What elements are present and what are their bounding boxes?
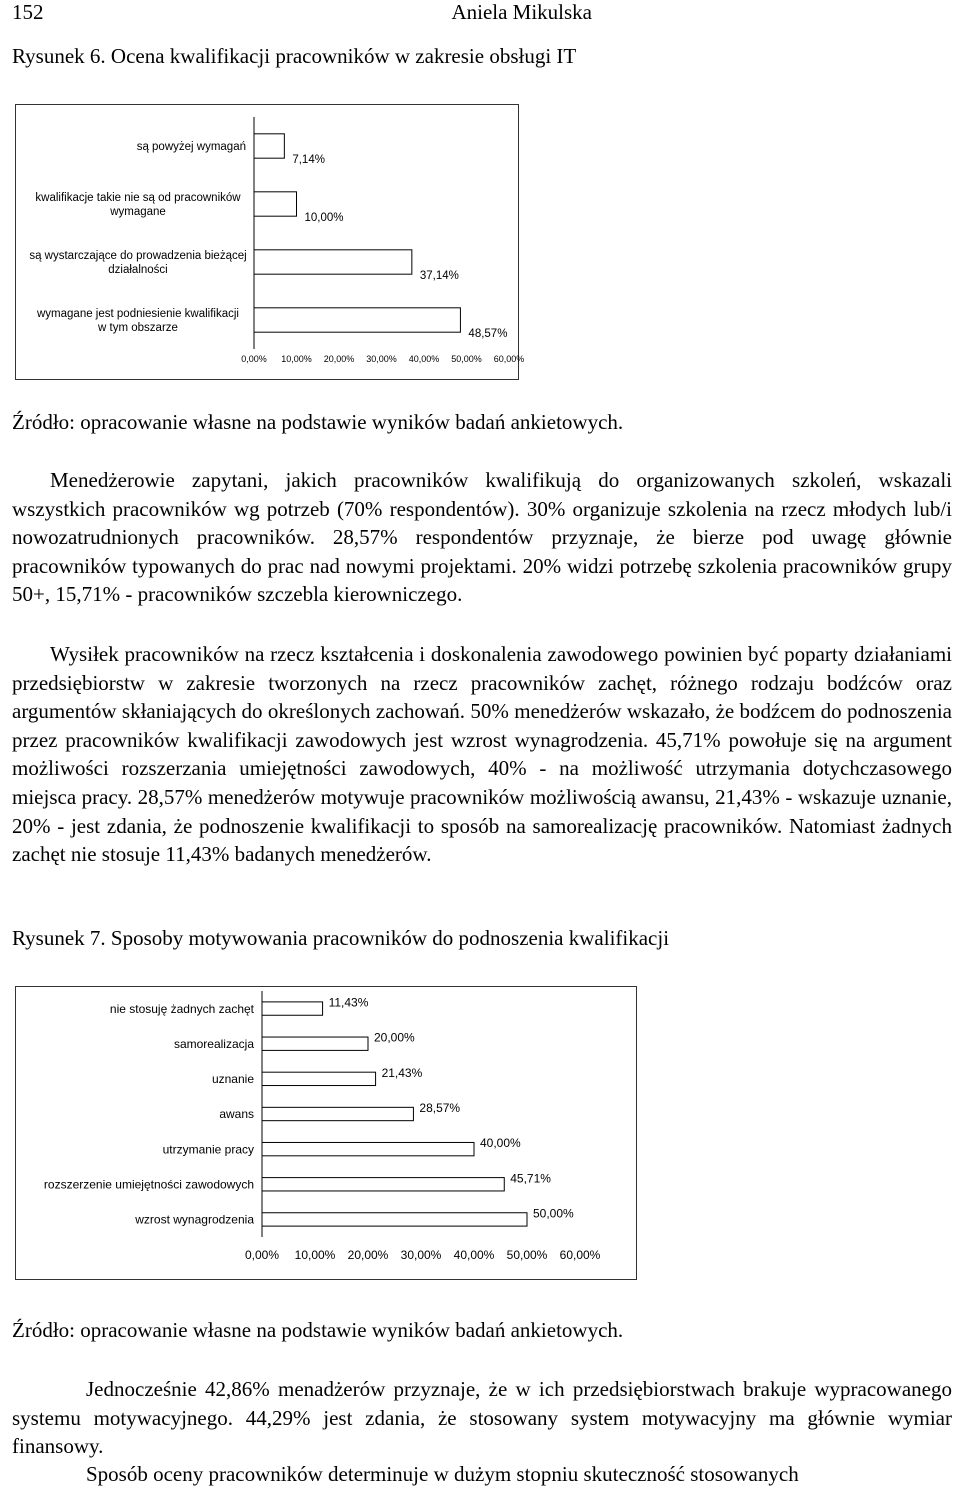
fig7-data-label: 40,00%	[480, 1136, 521, 1151]
paragraph-motivation-system: Jednocześnie 42,86% menadżerów przyznaje, że w ich przedsiębiorstwach brakuje wypracowanego systemu motywacyjnego. 44,29% jest zdania, że stosowany system motywacyjny ma głównie wymiar finansowy.	[12, 1377, 952, 1459]
fig7-tick-label: 30,00%	[400, 1248, 442, 1262]
fig7-category-label: wzrost wynagrodzenia	[135, 1212, 254, 1227]
fig6-bar	[254, 308, 460, 332]
fig6-category-label: w tym obszarze	[98, 321, 178, 334]
fig6-bar	[254, 192, 297, 216]
figure-7-chart	[15, 986, 637, 1280]
fig7-bar	[262, 1072, 376, 1085]
fig6-tick-label: 30,00%	[366, 354, 397, 364]
fig6-tick-label: 60,00%	[493, 354, 525, 364]
figure-6-caption: Rysunek 6. Ocena kwalifikacji pracowników w zakresie obsługi IT	[12, 44, 577, 68]
fig7-tick-label: 50,00%	[506, 1248, 548, 1262]
fig6-bar	[254, 250, 412, 274]
fig6-category-label: działalności	[108, 263, 168, 276]
fig6-data-label: 7,14%	[292, 154, 325, 166]
fig7-data-label: 28,57%	[419, 1101, 461, 1115]
fig7-category-label: awans	[219, 1107, 254, 1122]
fig6-category-label: wymagane jest podniesienie kwalifikacji	[37, 308, 239, 321]
fig7-tick-label: 0,00%	[244, 1248, 280, 1262]
fig7-data-label: 50,00%	[533, 1206, 574, 1221]
fig7-bar	[262, 1002, 323, 1015]
fig7-category-label: utrzymanie pracy	[162, 1142, 254, 1157]
fig7-bar	[262, 1107, 413, 1120]
fig6-data-label: 10,00%	[304, 212, 344, 224]
fig7-bar	[262, 1213, 527, 1226]
paragraph-training: Menedżerowie zapytani, jakich pracowników kwalifikują do organizowanych szkoleń, wskazali wszystkich pracowników wg potrzeb (70% respondentów). 30% organizuje szkolenia na rzecz młodych lub/i nowozatrudnionych pracowników. 28,57% respondentów przyznaje, że bierze pod uwagę głównie pracowników typowanych do prac nad nowymi projektami. 20% widzi potrzebę szkolenia pracowników grupy 50+, 15,71% - pracowników szczebla kierowniczego.	[12, 468, 952, 607]
fig7-tick-label: 60,00%	[559, 1248, 601, 1262]
fig7-data-label: 20,00%	[374, 1030, 415, 1045]
fig7-data-label: 21,43%	[381, 1065, 423, 1080]
fig7-category-label: rozszerzenie umiejętności zawodowych	[43, 1177, 254, 1192]
figure-7-chart-svg	[16, 987, 636, 1279]
figure-6-source: Źródło: opracowanie własne na podstawie wyników badań ankietowych.	[12, 410, 624, 434]
fig6-category-label: kwalifikacje takie nie są od pracowników	[35, 192, 241, 205]
paragraph-motivation: Wysiłek pracowników na rzecz kształcenia i doskonalenia zawodowego powinien być poparty działaniami przedsiębiorstw w zakresie tworzonych na rzecz pracowników zachęt, różnego rodzaju bodźców oraz argumentów skłaniających do określonych zachowań. 50% menedżerów wskazało, że bodźcem do podnoszenia przez pracowników kwalifikacji zawodowych jest wzrost wynagrodzenia. 45,71% powołuje się na argument możliwości rozszerzania umiejętności zawodowych, 40% - na możliwość utrzymania dotychczasowego miejsca pracy. 28,57% menedżerów motywuje pracowników możliwością awansu, 21,43% - wskazuje uznanie, 20% - jest zdania, że podnoszenie kwalifikacji to sposób na samorealizację pracowników. Natomiast żadnych zachęt nie stosuje 11,43% badanych menedżerów.	[12, 642, 952, 867]
fig6-tick-label: 40,00%	[408, 354, 440, 364]
fig7-tick-label: 10,00%	[294, 1248, 336, 1262]
fig6-tick-label: 50,00%	[451, 354, 482, 364]
fig7-category-label: uznanie	[211, 1072, 254, 1087]
figure-6-chart	[15, 104, 525, 380]
paragraph-evaluation: Sposób oceny pracowników determinuje w dużym stopniu skuteczność stosowanych	[86, 1462, 799, 1486]
fig6-category-label: wymagane	[110, 205, 166, 218]
figure-7-caption: Rysunek 7. Sposoby motywowania pracowników do podnoszenia kwalifikacji	[12, 926, 670, 950]
fig7-category-label: nie stosuję żadnych zachęt	[109, 1001, 254, 1016]
fig6-category-label: są wystarczające do prowadzenia bieżącej	[29, 250, 247, 263]
fig7-bar	[262, 1178, 504, 1191]
fig7-data-label: 11,43%	[328, 995, 369, 1010]
fig7-category-label: samorealizacja	[173, 1036, 254, 1051]
page-number: 152	[12, 0, 44, 24]
fig6-data-label: 48,57%	[468, 328, 508, 340]
figure-6-chart-svg	[16, 105, 525, 379]
fig7-bar	[262, 1037, 368, 1050]
fig6-tick-label: 10,00%	[281, 354, 312, 364]
fig7-data-label: 45,71%	[510, 1171, 551, 1186]
fig6-tick-label: 20,00%	[323, 354, 355, 364]
fig6-tick-label: 0,00%	[241, 354, 267, 364]
fig7-tick-label: 20,00%	[347, 1248, 389, 1262]
fig6-bar	[254, 134, 284, 158]
fig6-category-label: są powyżej wymagań	[136, 141, 246, 154]
fig7-tick-label: 40,00%	[453, 1248, 495, 1262]
running-head-author: Aniela Mikulska	[451, 0, 592, 24]
fig7-bar	[262, 1142, 474, 1155]
figure-7-source: Źródło: opracowanie własne na podstawie wyników badań ankietowych.	[12, 1318, 624, 1342]
fig6-data-label: 37,14%	[419, 270, 459, 282]
